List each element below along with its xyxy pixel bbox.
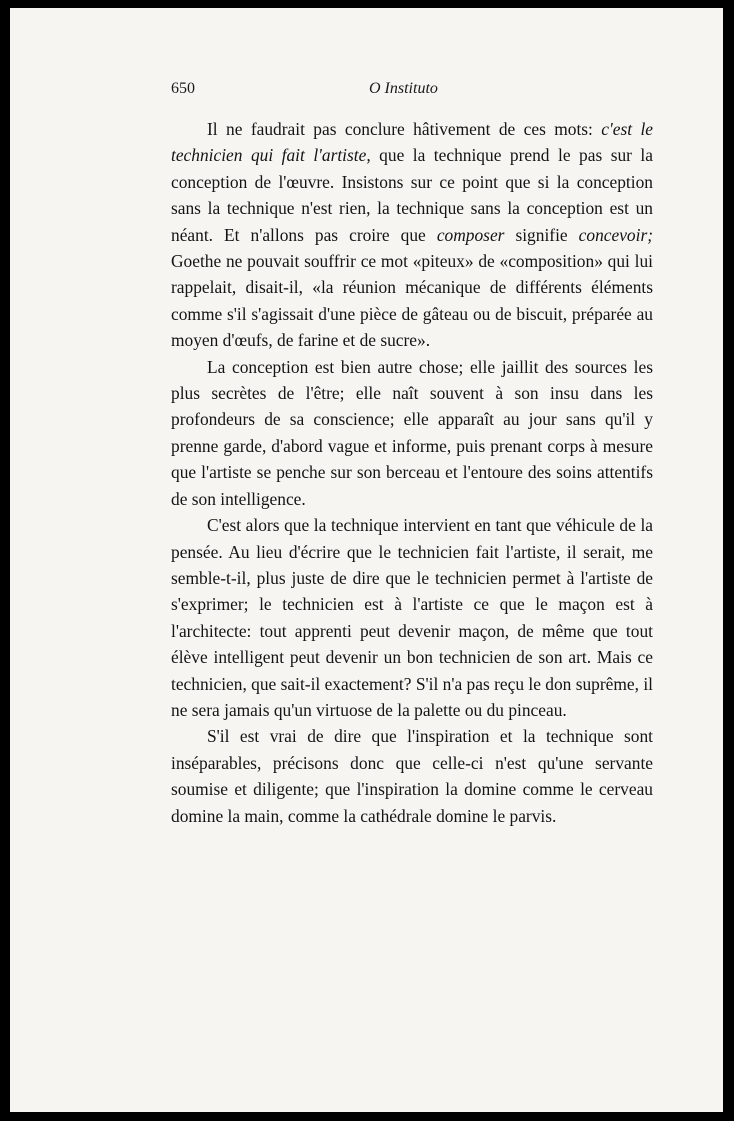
text-segment: La conception est bien autre chose; elle jaillit des sources les plus secrètes de l'être; elle naît souvent à son insu dans les profondeurs de sa conscience; elle apparaît au jour sans qu'il y prenne garde, d'abord vague et informe, puis prenant corps à mesure que l'artiste se penche sur son berceau et l'entoure des soins attentifs de son intelligence. <box>171 356 653 509</box>
paragraph-3 <box>171 512 653 723</box>
paragraph-4 <box>171 723 653 829</box>
page-number: 650 <box>171 80 195 97</box>
text-segment: que la technique prend le pas sur la conception de l'œuvre. Insistons sur ce point que si la conception sans la technique n'est rien, la technique sans la conception est un néant. Et n'allons pas croire que <box>171 145 653 245</box>
paragraph-2 <box>171 354 653 512</box>
italic-segment: c'est le technicien qui fait l'artiste, <box>171 119 654 166</box>
text-segment: Goethe ne pouvait souffrir ce mot «piteux» de «composition» qui lui rappelait, disait-il, «la réunion mécanique de différents éléments comme s'il s'agissait d'une pièce de gâteau ou de biscuit, préparée au moyen d'œufs, de farine et de sucre». <box>171 251 653 351</box>
text-segment: S'il est vrai de dire que l'inspiration et la technique sont inséparables, précisons donc que celle-ci n'est qu'une servante soumise et diligente; que l'inspiration la domine comme le cerveau domine la main, comme la cathédrale domine le parvis. <box>171 726 653 826</box>
paragraph-1 <box>171 116 653 354</box>
book-page <box>10 8 723 1112</box>
text-segment: Il ne faudrait pas conclure hâtivement de ces mots: <box>207 119 602 139</box>
running-title: O Instituto <box>369 80 438 97</box>
italic-segment: composer <box>436 224 505 245</box>
text-segment: C'est alors que la technique intervient en tant que véhicule de la pensée. Au lieu d'écrire que le technicien fait l'artiste, il serait, me semble-t-il, plus juste de dire que le technicien permet à l'artiste de s'exprimer; le technicien est à l'artiste ce que le maçon est à l'architecte: tout apprenti peut devenir maçon, de même que tout élève intelligent peut devenir un bon technicien de son art. Mais ce technicien, que sait-il exactement? S'il n'a pas reçu le don suprême, il ne sera jamais qu'un virtuose de la palette ou du pinceau. <box>171 515 653 720</box>
italic-segment: concevoir; <box>578 224 654 245</box>
text-segment: signifie <box>504 224 579 245</box>
body-text <box>171 116 653 829</box>
